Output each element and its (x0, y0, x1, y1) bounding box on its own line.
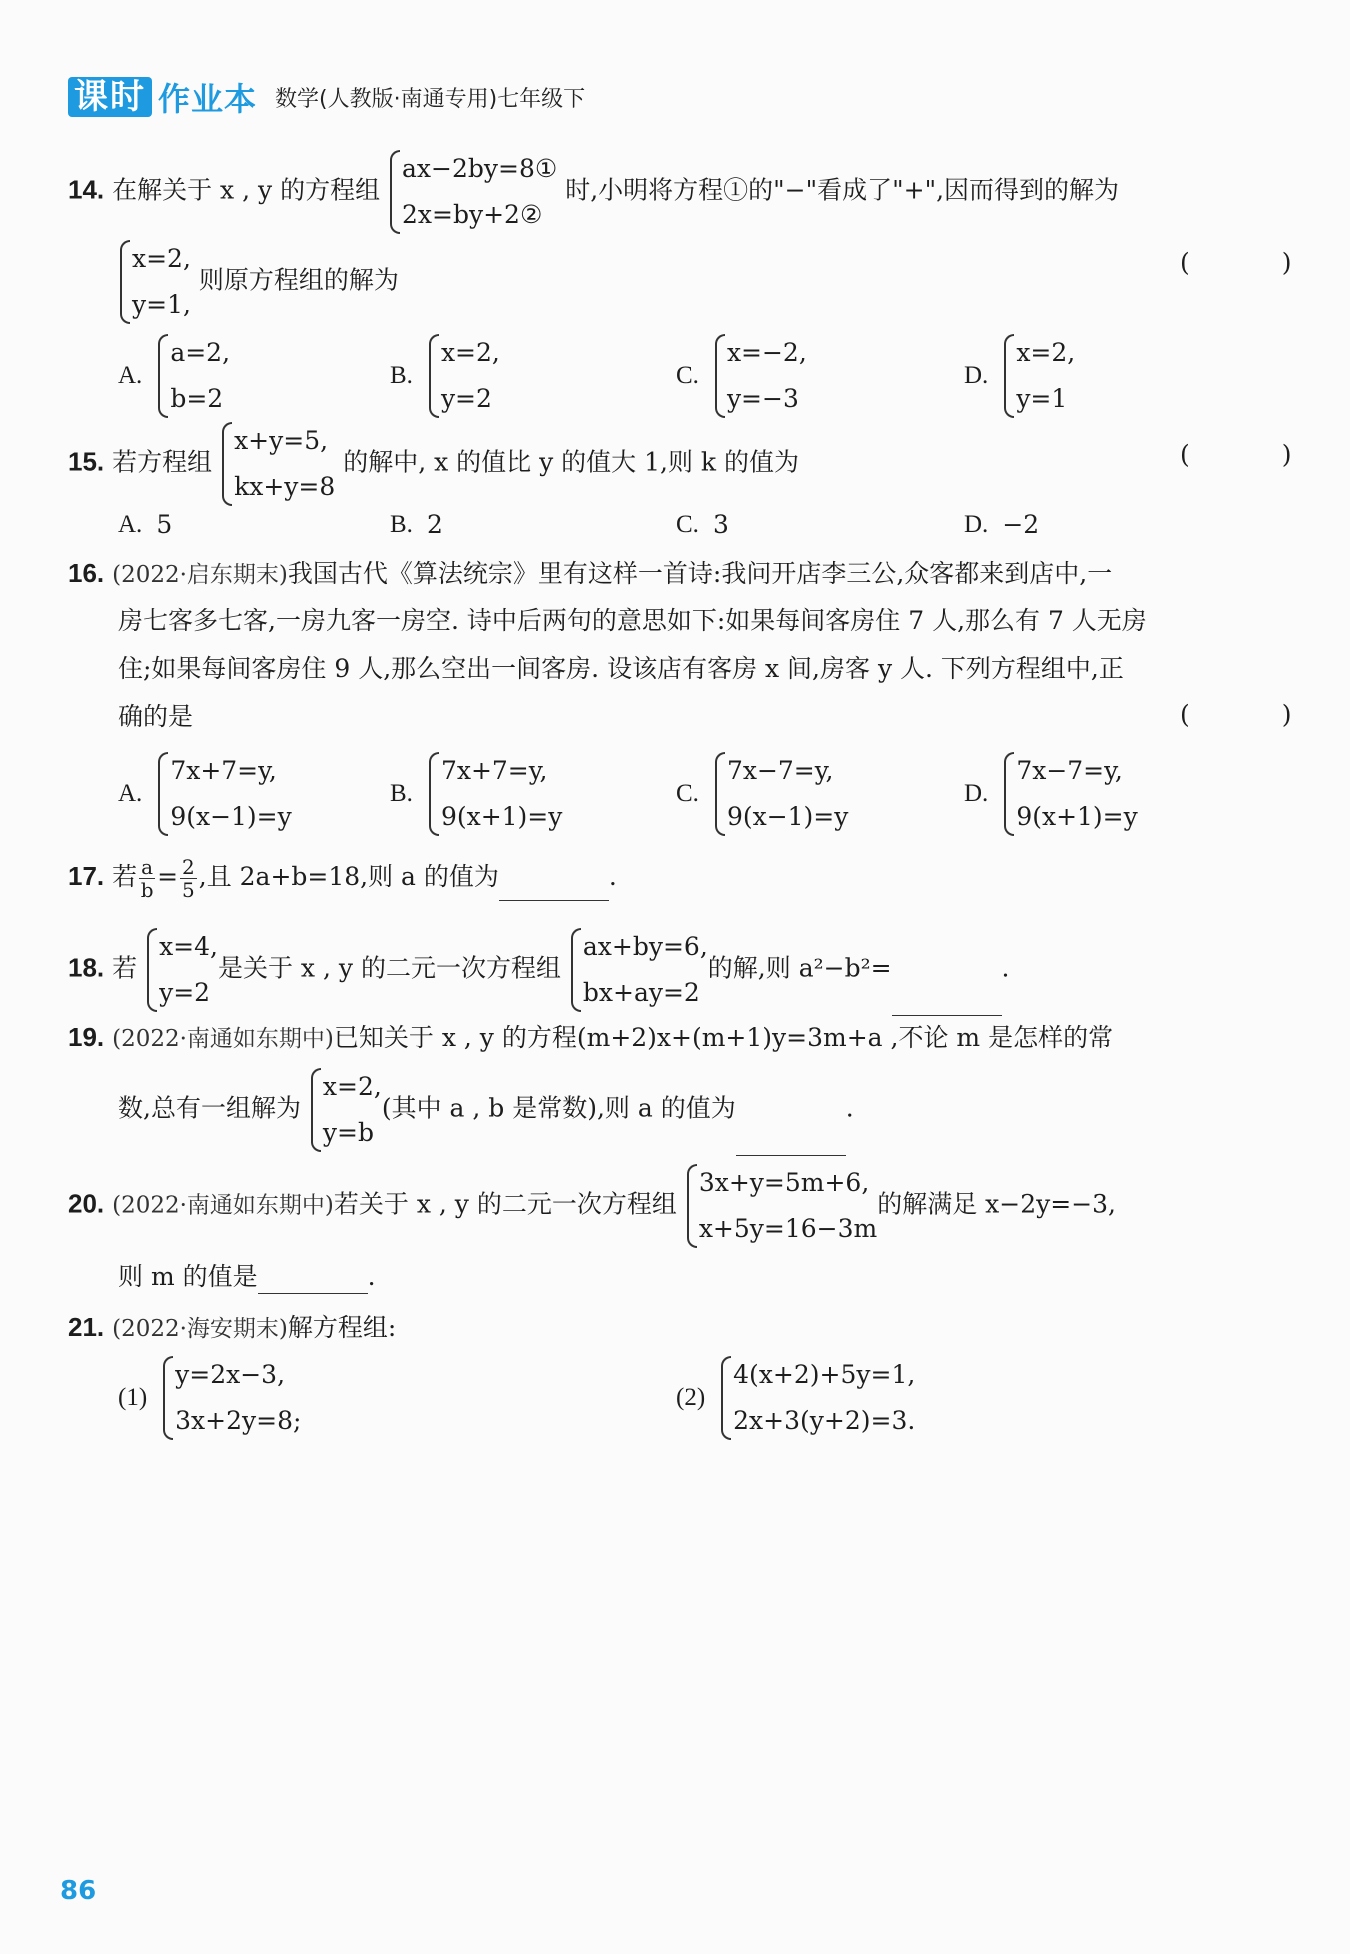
equation-line: ax−2by=8① (402, 154, 558, 183)
equation-line: kx+y=8 (234, 472, 336, 501)
option-c (676, 330, 807, 422)
equation-line: bx+ay=2 (582, 978, 700, 1007)
equation-line: y=2 (440, 384, 492, 413)
option-a (118, 510, 172, 539)
equation-system (719, 1352, 915, 1444)
question-text: 我国古代《算法统宗》里有这样一首诗:我问开店李三公,众客都来到店中,一 (287, 559, 1113, 588)
equation-line: x+y=5, (234, 426, 329, 455)
equation-line: 2x=by+2② (402, 200, 543, 229)
numerator: 2 (182, 855, 195, 879)
option-value: −2 (1002, 510, 1040, 539)
equation-line: 9(x+1)=y (440, 802, 563, 831)
option-value: 3 (712, 510, 729, 539)
option-d (964, 510, 1039, 539)
question-text: 已知关于 x , y 的方程(m+2)x+(m+1)y=3m+a ,不论 m 是怎样的常 (333, 1023, 1114, 1052)
denominator: 5 (182, 878, 195, 902)
period: . (1001, 953, 1010, 983)
option-c (676, 748, 848, 840)
equation-line: 7x+7=y, (440, 756, 548, 785)
question-number: 18. (68, 952, 105, 983)
option-b (390, 330, 500, 422)
question-number: 16. (68, 558, 105, 588)
question-19 (68, 1020, 1113, 1056)
equation-line: y=b (322, 1118, 374, 1147)
question-16-line: 确的是 (118, 702, 194, 731)
source-tag: (2022·海安期末) (112, 1316, 288, 1342)
subquestion-label: (2) (676, 1384, 706, 1411)
source-tag: (2022·南通如东期中) (112, 1026, 334, 1052)
equation-system (161, 1352, 301, 1444)
option-label: A. (118, 780, 143, 807)
equation-line: x=2, (440, 338, 500, 367)
equation-line: 7x−7=y, (1016, 756, 1123, 785)
option-c (676, 510, 729, 539)
period: . (608, 862, 617, 891)
question-text: 时,小明将方程①的"−"看成了"+",因而得到的解为 (565, 175, 1120, 205)
option-label: D. (964, 362, 989, 389)
answer-parentheses: ( ) (1180, 700, 1334, 729)
equation-system (569, 924, 708, 1016)
equation-system (685, 1160, 877, 1252)
option-system (713, 330, 807, 422)
question-14 (68, 146, 1119, 238)
question-14-cont (118, 236, 399, 328)
solution-system (118, 236, 191, 328)
question-text: 在解关于 x , y 的方程组 (112, 175, 381, 205)
option-b (390, 748, 562, 840)
period: . (367, 1262, 376, 1291)
option-label: A. (118, 362, 143, 389)
question-text: (其中 a , b 是常数),则 a 的值为 (381, 1093, 736, 1123)
equation-line: a=2, (170, 338, 231, 367)
option-system (156, 748, 291, 840)
option-a (118, 330, 230, 422)
question-text: 数,总有一组解为 (118, 1093, 301, 1123)
equation-system (220, 418, 335, 510)
equation-line: 9(x+1)=y (1016, 802, 1138, 831)
question-text: 若 (112, 953, 138, 983)
option-system (1002, 330, 1075, 422)
question-16-line: 住;如果每间客房住 9 人,那么空出一间客房. 设该店有客房 x 间,房客 y 人. 下列方程组中,正 (118, 654, 1124, 683)
question-text: 解方程组: (287, 1313, 397, 1342)
brand-logo: 课时 (68, 77, 152, 117)
question-number: 21. (68, 1312, 105, 1342)
option-label: D. (964, 780, 989, 807)
equation-line: y=1 (1016, 384, 1068, 413)
subquestion-2 (676, 1352, 915, 1444)
equation-line: y=1, (132, 290, 191, 319)
option-system (156, 330, 230, 422)
question-19-cont (118, 1064, 854, 1156)
question-number: 15. (68, 446, 105, 477)
page-number: 86 (60, 1876, 97, 1906)
answer-blank[interactable] (258, 1267, 368, 1294)
solution-system (309, 1064, 382, 1156)
option-b (390, 510, 443, 539)
equation-line: 9(x−1)=y (726, 802, 849, 831)
question-16 (68, 556, 1112, 592)
option-label: B. (390, 510, 413, 538)
equation-system (388, 146, 557, 238)
question-21 (68, 1310, 396, 1346)
question-text: 是关于 x , y 的二元一次方程组 (217, 953, 561, 983)
question-text: 则原方程组的解为 (198, 265, 399, 295)
question-18 (68, 924, 1010, 1016)
subquestion-label: (1) (118, 1384, 148, 1411)
numerator: a (141, 855, 154, 879)
equals-sign: = (157, 862, 179, 891)
equation-line: 3x+2y=8; (175, 1406, 302, 1435)
answer-blank[interactable] (736, 1129, 846, 1156)
equation-line: y=2x−3, (175, 1360, 286, 1389)
equation-line: y=2 (159, 978, 211, 1007)
brand-title: 作业本 (158, 80, 258, 118)
subject-label: 数学(人教版·南通专用)七年级下 (275, 86, 586, 112)
question-text: ,且 2a+b=18,则 a 的值为 (198, 862, 499, 891)
question-text: 的解,则 a²−b²= (707, 953, 892, 983)
option-label: C. (676, 362, 699, 389)
question-20 (68, 1160, 1116, 1252)
option-label: C. (676, 510, 699, 538)
fraction (139, 856, 155, 901)
option-value: 5 (156, 510, 173, 539)
equation-line: 3x+y=5m+6, (698, 1168, 870, 1197)
equation-line: 4(x+2)+5y=1, (733, 1360, 916, 1389)
equation-line: x=2, (132, 244, 191, 273)
question-17 (68, 856, 617, 901)
equation-line: y=−3 (726, 384, 799, 413)
option-system (427, 330, 500, 422)
equation-line: x+5y=16−3m (698, 1214, 878, 1243)
option-system (713, 748, 848, 840)
question-text: 若方程组 (112, 447, 213, 477)
equation-line: x=2, (1016, 338, 1076, 367)
answer-blank[interactable] (892, 989, 1002, 1016)
question-text: 的解满足 x−2y=−3, (877, 1189, 1117, 1219)
equation-line: 9(x−1)=y (170, 802, 292, 831)
denominator: b (140, 878, 154, 902)
equation-line: 2x+3(y+2)=3. (733, 1406, 916, 1435)
question-15 (68, 418, 799, 510)
question-number: 19. (68, 1022, 105, 1052)
solution-system (145, 924, 218, 1016)
answer-parentheses: ( ) (1180, 440, 1334, 469)
period: . (845, 1093, 854, 1123)
question-text: 则 m 的值是 (118, 1262, 258, 1291)
question-text: 若 (112, 862, 138, 891)
equation-line: 7x+7=y, (170, 756, 277, 785)
option-system (1002, 748, 1137, 840)
page-header (68, 74, 585, 120)
answer-blank[interactable] (499, 874, 609, 901)
equation-line: 7x−7=y, (726, 756, 834, 785)
subquestion-1 (118, 1352, 301, 1444)
question-20-cont (118, 1260, 376, 1294)
option-d (964, 748, 1138, 840)
source-tag: (2022·南通如东期中) (112, 1192, 334, 1219)
question-number: 17. (68, 861, 105, 891)
question-text: 若关于 x , y 的二元一次方程组 (333, 1189, 677, 1219)
equation-line: x=2, (322, 1072, 382, 1101)
option-system (427, 748, 562, 840)
option-label: A. (118, 510, 143, 538)
question-16-line: 房七客多七客,一房九客一房空. 诗中后两句的意思如下:如果每间客房住 7 人,那么有 7 人无房 (118, 606, 1147, 635)
equation-line: x=−2, (726, 338, 807, 367)
option-label: C. (676, 780, 699, 807)
source-tag: (2022·启东期末) (112, 562, 288, 588)
option-d (964, 330, 1075, 422)
question-text: 的解中, x 的值比 y 的值大 1,则 k 的值为 (343, 447, 800, 477)
option-label: D. (964, 510, 989, 538)
question-number: 20. (68, 1188, 105, 1219)
question-number: 14. (68, 174, 105, 205)
fraction (180, 856, 197, 901)
option-label: B. (390, 362, 413, 389)
equation-line: x=4, (159, 932, 218, 961)
option-a (118, 748, 292, 840)
equation-line: ax+by=6, (582, 932, 708, 961)
answer-parentheses: ( ) (1180, 248, 1334, 277)
equation-line: b=2 (170, 384, 224, 413)
option-label: B. (390, 780, 413, 807)
option-value: 2 (426, 510, 443, 539)
